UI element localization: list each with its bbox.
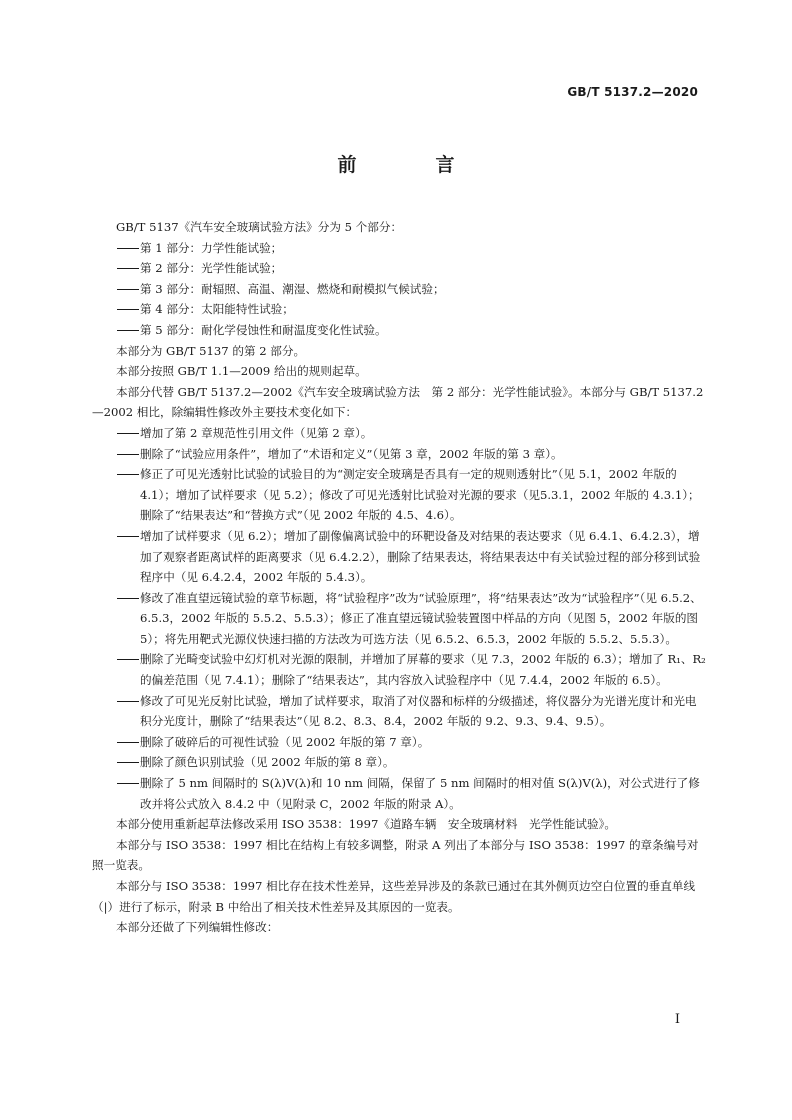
list-item-text: 修正了可见光透射比试验的试验目的为“测定安全玻璃是否具有一定的规则透射比”（见 5.1，2002 年版的 4.1）；增加了试样要求（见 5.2）；修改了可见光透射比试验对光源的要求（见5.3.1，2002 年版的 4.3.1）；删除了“结果表达”和“替换方式”（见 2002 年版的 4.5、4.6）。 bbox=[140, 467, 700, 523]
list-item-text: 删除了“试验应用条件”，增加了“术语和定义”（见第 3 章，2002 年版的第 3 章）。 bbox=[140, 446, 563, 461]
list-item bbox=[92, 464, 706, 526]
dash-marker bbox=[116, 732, 140, 753]
paragraph: GB/T 5137《汽车安全玻璃试验方法》分为 5 个部分： bbox=[116, 220, 403, 234]
standard-number: GB/T 5137.2—2020 bbox=[567, 85, 698, 99]
dash-marker bbox=[116, 320, 140, 341]
list-item bbox=[92, 588, 706, 650]
document-body bbox=[92, 217, 706, 938]
list-item bbox=[92, 238, 706, 259]
list-item bbox=[92, 258, 706, 279]
paragraph: 本部分与 ISO 3538：1997 相比在结构上有较多调整，附录 A 列出了本部分与 ISO 3538：1997 的章条编号对照一览表。 bbox=[92, 837, 699, 873]
list-item-text: 第 1 部分：力学性能试验； bbox=[140, 240, 283, 255]
list-item bbox=[92, 423, 706, 444]
list-item bbox=[92, 526, 706, 588]
list-item-text: 修改了可见光反射比试验，增加了试样要求，取消了对仪器和标样的分级描述，将仪器分为光谱光度计和光电积分光度计，删除了“结果表达”（见 8.2、8.3、8.4，2002 年版的 9.2、9.3、9.4、9.5）。 bbox=[140, 693, 697, 729]
list-item bbox=[92, 732, 706, 753]
list-item bbox=[92, 299, 706, 320]
list-item bbox=[92, 649, 706, 690]
dash-marker bbox=[116, 299, 140, 320]
dash-marker bbox=[116, 773, 140, 794]
paragraph: 本部分代替 GB/T 5137.2—2002《汽车安全玻璃试验方法 第 2 部分：光学性能试验》。本部分与 GB/T 5137.2—2002 相比，除编辑性修改外主要技术变化如下： bbox=[92, 384, 704, 420]
paragraph: 本部分按照 GB/T 1.1—2009 给出的规则起草。 bbox=[116, 364, 367, 379]
list-item bbox=[92, 444, 706, 465]
dash-marker bbox=[116, 691, 140, 712]
list-item bbox=[92, 320, 706, 341]
list-item-text: 删除了 5 nm 间隔时的 S(λ)V(λ)和 10 nm 间隔，保留了 5 nm 间隔时的相对值 S(λ)V(λ)，对公式进行了修改并将公式放入 8.4.2 中（见附录 C，2002 年版的附录 A）。 bbox=[140, 776, 700, 811]
list-item-text: 增加了试样要求（见 6.2）；增加了副像偏离试验中的环靶设备及对结果的表达要求（见 6.4.1、6.4.2.3），增加了观察者距离试样的距离要求（见 6.4.2.2），删除了结果表达，将结果表达中有关试验过程的部分移到试验程序中（见 6.4.2.4，2002 年版的 5.4.3）。 bbox=[140, 528, 701, 585]
dash-marker bbox=[116, 752, 140, 773]
list-item-text: 删除了光畸变试验中幻灯机对光源的限制，并增加了屏幕的要求（见 7.3，2002 年版的 6.3）；增加了 R₁、R₂的偏差范围（见 7.4.1）；删除了“结果表达”，其内容放入试验程序中（见 7.4.4，2002 年版的 6.5）。 bbox=[140, 652, 706, 688]
dash-marker bbox=[116, 588, 140, 609]
list-item bbox=[92, 752, 706, 773]
dash-marker bbox=[116, 464, 140, 485]
paragraph: 本部分与 ISO 3538：1997 相比存在技术性差异，这些差异涉及的条款已通过在其外侧页边空白位置的垂直单线（|）进行了标示，附录 B 中给出了相关技术性差异及其原因的一览表。 bbox=[92, 879, 696, 914]
page-number: I bbox=[674, 1012, 680, 1027]
page-title: 前 言 bbox=[337, 154, 485, 176]
paragraph: 本部分为 GB/T 5137 的第 2 部分。 bbox=[116, 343, 306, 358]
dash-marker bbox=[116, 649, 140, 670]
list-item-text: 第 5 部分：耐化学侵蚀性和耐温度变化性试验。 bbox=[140, 322, 387, 337]
list-item-text: 第 4 部分：太阳能特性试验； bbox=[140, 302, 294, 317]
list-item-text: 第 2 部分：光学性能试验； bbox=[140, 261, 283, 276]
list-item-text: 删除了破碎后的可视性试验（见 2002 年版的第 7 章）。 bbox=[140, 734, 430, 749]
list-item-text: 第 3 部分：耐辐照、高温、潮湿、燃烧和耐模拟气候试验； bbox=[140, 281, 445, 296]
paragraph: 本部分使用重新起草法修改采用 ISO 3538：1997《道路车辆 安全玻璃材料 光学性能试验》。 bbox=[116, 817, 616, 832]
dash-marker bbox=[116, 258, 140, 279]
dash-marker bbox=[116, 238, 140, 259]
list-item bbox=[92, 773, 706, 814]
dash-marker bbox=[116, 279, 140, 300]
list-item-text: 删除了颜色识别试验（见 2002 年版的第 8 章）。 bbox=[140, 755, 395, 770]
dash-marker bbox=[116, 526, 140, 547]
dash-marker bbox=[116, 444, 140, 465]
paragraph: 本部分还做了下列编辑性修改： bbox=[116, 920, 279, 935]
list-item-text: 修改了准直望远镜试验的章节标题，将“试验程序”改为“试验原理”，将“结果表达”改为“试验程序”（见 6.5.2、6.5.3，2002 年版的 5.5.2、5.5.3）；修正了准直望远镜试验装置图中样品的方向（见图 5，2002 年版的图 5）；将先用靶式光源仪快速扫描的方法改为可选方法（见 6.5.2、6.5.3，2002 年版的 5.5.2、5.5.3）。 bbox=[140, 590, 702, 646]
dash-marker bbox=[116, 423, 140, 444]
list-item-text: 增加了第 2 章规范性引用文件（见第 2 章）。 bbox=[140, 425, 373, 440]
list-item bbox=[92, 691, 706, 732]
list-item bbox=[92, 279, 706, 300]
